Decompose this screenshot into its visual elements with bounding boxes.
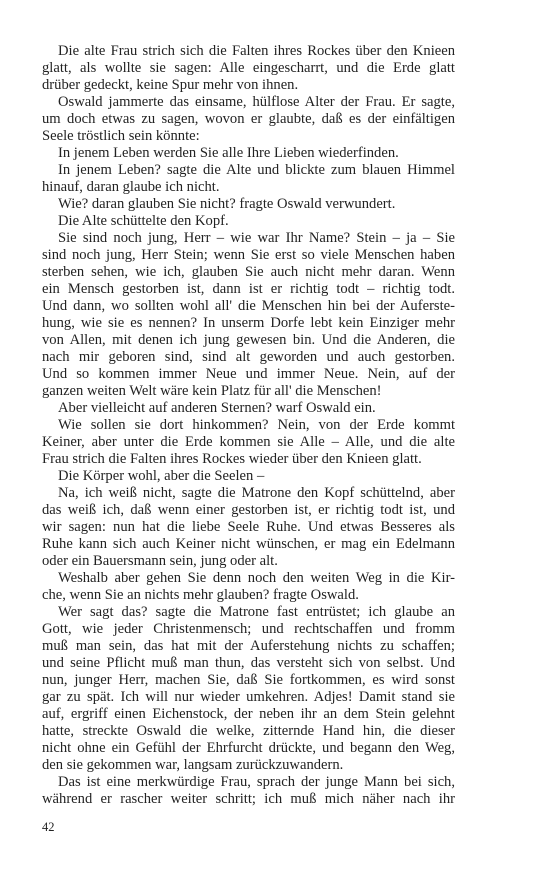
text-line: In jenem Leben? sagte die Alte und blickte zum blauen Himmel	[58, 162, 455, 178]
text-line: Frau strich die Falten ihres Rockes wieder über den Knieen glatt.	[42, 451, 422, 467]
text-line: drüber gedeckt, keine Spur mehr von ihnen.	[42, 77, 299, 93]
body-text	[42, 43, 455, 808]
text-line: nicht ohne ein Gefühl der Ehrfurcht drückte, und begann den Weg,	[42, 740, 455, 756]
text-line: hinauf, daran glaube ich nicht.	[42, 179, 220, 195]
text-line: Keiner, aber unter die Erde kommen sie Alle – Alle, und die alte	[42, 434, 455, 450]
text-line: hatte, streckte Oswald die welke, zitternde Hand hin, die dieser	[42, 723, 455, 739]
text-line: Aber vielleicht auf anderen Sternen? warf Oswald ein.	[58, 400, 376, 416]
text-line: gar zu spät. Ich will nur wieder umkehren. Adjes! Damit stand sie	[42, 689, 455, 705]
text-line: Wer sagt das? sagte die Matrone fast entrüstet; ich glaube an	[58, 604, 455, 620]
text-line: Wie sollen sie dort hinkommen? Nein, von der Erde kommt	[58, 417, 455, 433]
text-line: Gott, wie jeder Christenmensch; und rechtschaffen und fromm	[42, 621, 455, 637]
text-line: sterben sehen, wie ich, glauben Sie auch nicht mehr daran. Wenn	[42, 264, 455, 280]
text-line: Sie sind noch jung, Herr – wie war Ihr Name? Stein – ja – Sie	[58, 230, 455, 246]
text-line: sind noch jung, Herr Stein; wenn Sie erst so viele Menschen haben	[42, 247, 455, 263]
text-line: oder ein Bauersmann sein, jung oder alt.	[42, 553, 278, 569]
text-line: Wie? daran glauben Sie nicht? fragte Oswald verwundert.	[58, 196, 396, 212]
text-line: um doch etwas zu sagen, wovon er glaubte, daß es der einfältigen	[42, 111, 455, 127]
text-line: Und dann, wo sollten wohl all' die Menschen hin bei der Auferste-	[42, 298, 455, 314]
text-line: nach mir geboren sind, sind alt geworden und auch gestorben.	[42, 349, 455, 365]
text-line: ganzen weiten Welt wäre kein Platz für all' die Menschen!	[42, 383, 382, 399]
text-line: Seele tröstlich sein könnte:	[42, 128, 200, 144]
text-line: Die Alte schüttelte den Kopf.	[58, 213, 229, 229]
text-line: von Allen, mit denen ich jung gewesen bin. Und die Anderen, die	[42, 332, 455, 348]
text-line: wir sagen: nun hat die liebe Seele Ruhe. Und etwas Besseres als	[42, 519, 455, 535]
text-line: den sie gekommen war, langsam zurückzuwandern.	[42, 757, 344, 773]
text-line: In jenem Leben werden Sie alle Ihre Lieben wiederfinden.	[58, 145, 399, 161]
page-number: 42	[42, 820, 55, 834]
text-line: hung, wie sie es nennen? In unserm Dorfe lebt kein Einziger mehr	[42, 315, 455, 331]
text-line: ein Mensch gestorben ist, dann ist er richtig todt – richtig todt.	[42, 281, 455, 297]
text-line: nun, junger Herr, machen Sie, daß Sie fortkommen, es wird sonst	[42, 672, 455, 688]
text-line: Weshalb aber gehen Sie denn noch den weiten Weg in die Kir-	[58, 570, 455, 586]
text-line: Die Körper wohl, aber die Seelen –	[58, 468, 265, 484]
text-line: Ruhe kann sich auch Keiner nicht wünschen, er mag ein Edelmann	[42, 536, 455, 552]
text-line: muß man sein, das hat mit der Auferstehung nichts zu schaffen;	[42, 638, 455, 654]
text-line: glatt, als wollte sie sagen: Alle eingescharrt, und die Erde glatt	[42, 60, 455, 76]
text-line: das weiß ich, daß wenn einer gestorben ist, er richtig todt ist, und	[42, 502, 455, 518]
text-line: Na, ich weiß nicht, sagte die Matrone den Kopf schüttelnd, aber	[58, 485, 455, 501]
text-line: Die alte Frau strich sich die Falten ihres Rockes über den Knieen	[58, 43, 455, 59]
text-line: Und so kommen immer Neue und immer Neue. Nein, auf der	[42, 366, 455, 382]
text-line: während er rascher weiter schritt; ich muß mich näher nach ihr	[42, 791, 455, 807]
text-line: und seine Pflicht muß man thun, das versteht sich von selbst. Und	[42, 655, 455, 671]
text-line: che, wenn Sie an nichts mehr glauben? fragte Oswald.	[42, 587, 359, 603]
text-line: Das ist eine merkwürdige Frau, sprach der junge Mann bei sich,	[58, 774, 455, 790]
text-line: auf, ergriff einen Eichenstock, der neben ihr an dem Stein gelehnt	[42, 706, 455, 722]
text-line: Oswald jammerte das einsame, hülflose Alter der Frau. Er sagte,	[58, 94, 455, 110]
